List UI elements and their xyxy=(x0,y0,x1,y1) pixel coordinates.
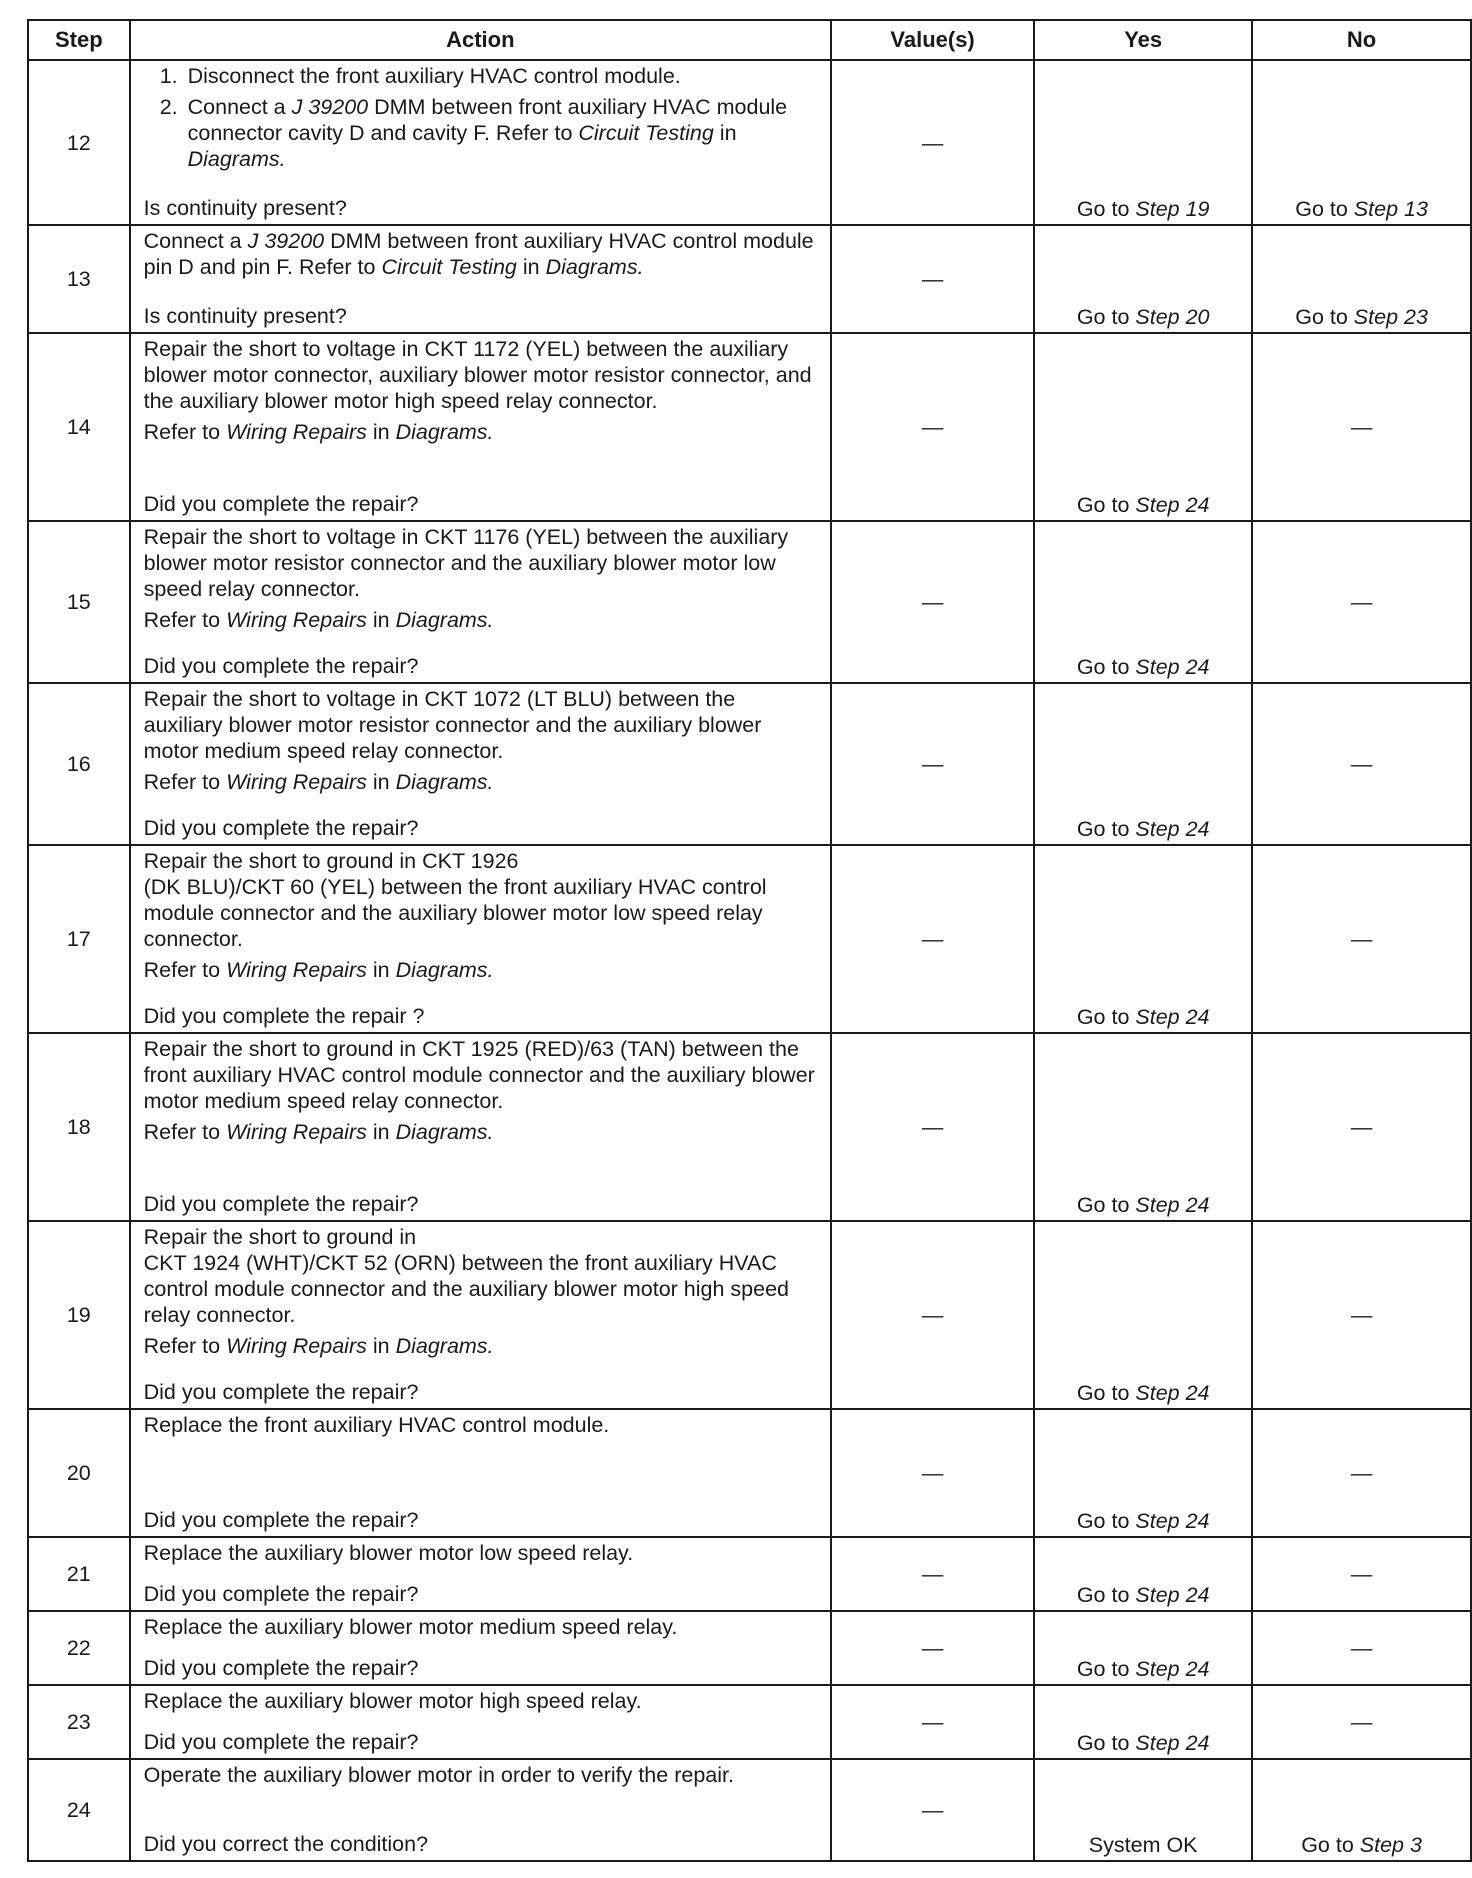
no-cell: — xyxy=(1252,1537,1471,1611)
refer-text: Refer to Wiring Repairs in Diagrams. xyxy=(143,770,494,794)
header-step: Step xyxy=(28,20,130,60)
step-link: Step 24 xyxy=(1135,1731,1210,1755)
action-cell xyxy=(130,1221,831,1409)
action-text: Operate the auxiliary blower motor in order to verify the repair. xyxy=(143,1763,734,1787)
no-cell: — xyxy=(1252,1033,1471,1221)
question-text: Did you complete the repair? xyxy=(143,1656,419,1680)
value-cell: — xyxy=(831,1537,1034,1611)
question-text: Did you correct the condition? xyxy=(143,1832,429,1856)
step-number: 20 xyxy=(28,1409,130,1537)
action-text: Repair the short to ground in CKT 1924 (WHT)/CKT 52 (ORN) between the front auxiliary HVAC control module connector and the auxiliary blower motor high speed relay connector. xyxy=(143,1225,789,1327)
yes-cell: Go to Step 24 xyxy=(1034,1033,1252,1221)
action-cell xyxy=(130,1033,831,1221)
value-cell: — xyxy=(831,1759,1034,1861)
yes-cell: Go to Step 24 xyxy=(1034,333,1252,521)
step-number: 24 xyxy=(28,1759,130,1861)
step-number: 15 xyxy=(28,521,130,683)
list-text: Connect a J 39200 DMM between front auxiliary HVAC module connector cavity D and cavity F. Refer to Circuit Testing in Diagrams. xyxy=(187,95,788,171)
action-text: Replace the auxiliary blower motor high speed relay. xyxy=(143,1689,642,1713)
action-cell xyxy=(130,1537,831,1611)
question-text: Did you complete the repair? xyxy=(143,1508,419,1532)
link-diagrams: Diagrams. xyxy=(187,147,286,171)
action-cell xyxy=(130,1685,831,1759)
step-link: Step 24 xyxy=(1135,1381,1210,1405)
question-text: Did you complete the repair? xyxy=(143,492,419,516)
table-row xyxy=(28,1537,1471,1611)
yes-cell: Go to Step 19 xyxy=(1034,60,1252,225)
value-cell: — xyxy=(831,521,1034,683)
step-number: 16 xyxy=(28,683,130,845)
table-row xyxy=(28,1611,1471,1685)
step-number: 21 xyxy=(28,1537,130,1611)
question-text: Is continuity present? xyxy=(143,196,347,220)
header-yes: Yes xyxy=(1034,20,1252,60)
no-cell: — xyxy=(1252,1685,1471,1759)
step-link: Step 13 xyxy=(1353,197,1428,221)
value-cell: — xyxy=(831,1409,1034,1537)
refer-text: Refer to Wiring Repairs in Diagrams. xyxy=(143,1334,494,1358)
link-circuit-testing: Circuit Testing xyxy=(578,121,714,145)
table-row xyxy=(28,521,1471,683)
table-row xyxy=(28,1409,1471,1537)
step-link: Step 24 xyxy=(1135,1583,1210,1607)
action-cell xyxy=(130,845,831,1033)
action-cell xyxy=(130,225,831,333)
step-link: Step 20 xyxy=(1135,305,1210,329)
step-number: 14 xyxy=(28,333,130,521)
header-no: No xyxy=(1252,20,1471,60)
link-diagrams: Diagrams. xyxy=(395,608,494,632)
step-number: 17 xyxy=(28,845,130,1033)
value-cell: — xyxy=(831,60,1034,225)
table-row xyxy=(28,845,1471,1033)
tool-reference: J 39200 xyxy=(247,229,325,253)
action-text: Repair the short to voltage in CKT 1176 (YEL) between the auxiliary blower motor resistor connector and the auxiliary blower motor low speed relay connector. xyxy=(143,525,789,601)
question-text: Did you complete the repair? xyxy=(143,1730,419,1754)
action-cell xyxy=(130,333,831,521)
value-cell: — xyxy=(831,1685,1034,1759)
refer-text: Refer to Wiring Repairs in Diagrams. xyxy=(143,1120,494,1144)
header-action: Action xyxy=(130,20,831,60)
yes-cell: Go to Step 24 xyxy=(1034,1409,1252,1537)
step-number: 19 xyxy=(28,1221,130,1409)
action-cell xyxy=(130,1611,831,1685)
no-cell: — xyxy=(1252,845,1471,1033)
yes-cell: Go to Step 24 xyxy=(1034,521,1252,683)
action-cell xyxy=(130,60,831,225)
action-text: Connect a J 39200 DMM between front auxiliary HVAC control module pin D and pin F. Refer to Circuit Testing in Diagrams. xyxy=(143,229,814,279)
step-number: 12 xyxy=(28,60,130,225)
list-number: 2. xyxy=(159,95,178,119)
header-row xyxy=(28,20,1471,60)
value-cell: — xyxy=(831,333,1034,521)
link-diagrams: Diagrams. xyxy=(395,770,494,794)
action-cell xyxy=(130,1759,831,1861)
step-link: Step 24 xyxy=(1135,1509,1210,1533)
question-text: Did you complete the repair ? xyxy=(143,1004,425,1028)
refer-text: Refer to Wiring Repairs in Diagrams. xyxy=(143,420,494,444)
action-text: Replace the front auxiliary HVAC control module. xyxy=(143,1413,610,1437)
header-values: Value(s) xyxy=(831,20,1034,60)
action-text: Replace the auxiliary blower motor low speed relay. xyxy=(143,1541,634,1565)
table-row xyxy=(28,333,1471,521)
no-cell: Go to Step 13 xyxy=(1252,60,1471,225)
step-number: 13 xyxy=(28,225,130,333)
action-text: Repair the short to ground in CKT 1925 (RED)/63 (TAN) between the front auxiliary HVAC control module connector and the auxiliary blower motor medium speed relay connector. xyxy=(143,1037,815,1113)
question-text: Did you complete the repair? xyxy=(143,1582,419,1606)
step-link: Step 24 xyxy=(1135,493,1210,517)
link-diagrams: Diagrams. xyxy=(545,255,644,279)
step-link: Step 24 xyxy=(1135,1193,1210,1217)
link-diagrams: Diagrams. xyxy=(395,420,494,444)
value-cell: — xyxy=(831,845,1034,1033)
table-row xyxy=(28,1033,1471,1221)
no-cell: Go to Step 23 xyxy=(1252,225,1471,333)
refer-text: Refer to Wiring Repairs in Diagrams. xyxy=(143,608,494,632)
action-text: Repair the short to ground in CKT 1926 (DK BLU)/CKT 60 (YEL) between the front auxiliary HVAC control module connector and the auxiliary blower motor low speed relay connector. xyxy=(143,849,767,951)
no-cell: — xyxy=(1252,333,1471,521)
yes-cell: Go to Step 24 xyxy=(1034,845,1252,1033)
refer-text: Refer to Wiring Repairs in Diagrams. xyxy=(143,958,494,982)
link-wiring-repairs: Wiring Repairs xyxy=(226,1120,367,1144)
action-cell xyxy=(130,521,831,683)
step-link: Step 24 xyxy=(1135,817,1210,841)
step-link: Step 3 xyxy=(1359,1833,1422,1857)
table-row xyxy=(28,1221,1471,1409)
list-item xyxy=(144,94,818,172)
value-cell: — xyxy=(831,1033,1034,1221)
numbered-list xyxy=(144,63,818,172)
step-link: Step 24 xyxy=(1135,655,1210,679)
yes-cell: System OK xyxy=(1034,1759,1252,1861)
action-cell xyxy=(130,683,831,845)
question-text: Did you complete the repair? xyxy=(143,1380,419,1404)
list-item xyxy=(144,63,818,89)
link-wiring-repairs: Wiring Repairs xyxy=(226,770,367,794)
no-cell: — xyxy=(1252,1611,1471,1685)
value-cell: — xyxy=(831,1221,1034,1409)
step-link: Step 23 xyxy=(1353,305,1428,329)
no-cell: Go to Step 3 xyxy=(1252,1759,1471,1861)
link-wiring-repairs: Wiring Repairs xyxy=(226,958,367,982)
yes-cell: Go to Step 24 xyxy=(1034,1537,1252,1611)
no-cell: — xyxy=(1252,1409,1471,1537)
step-link: Step 24 xyxy=(1135,1005,1210,1029)
value-cell: — xyxy=(831,1611,1034,1685)
yes-cell: Go to Step 24 xyxy=(1034,1685,1252,1759)
table-row xyxy=(28,60,1471,225)
no-cell: — xyxy=(1252,683,1471,845)
no-cell: — xyxy=(1252,1221,1471,1409)
step-link: Step 24 xyxy=(1135,1657,1210,1681)
question-text: Did you complete the repair? xyxy=(143,816,419,840)
table-row xyxy=(28,683,1471,845)
question-text: Is continuity present? xyxy=(143,304,347,328)
step-number: 22 xyxy=(28,1611,130,1685)
list-text: Disconnect the front auxiliary HVAC control module. xyxy=(187,64,681,88)
no-cell: — xyxy=(1252,521,1471,683)
yes-cell: Go to Step 20 xyxy=(1034,225,1252,333)
link-wiring-repairs: Wiring Repairs xyxy=(226,608,367,632)
table-row xyxy=(28,225,1471,333)
link-diagrams: Diagrams. xyxy=(395,1334,494,1358)
question-text: Did you complete the repair? xyxy=(143,1192,419,1216)
link-wiring-repairs: Wiring Repairs xyxy=(226,1334,367,1358)
action-text: Replace the auxiliary blower motor medium speed relay. xyxy=(143,1615,678,1639)
value-cell: — xyxy=(831,683,1034,845)
step-number: 18 xyxy=(28,1033,130,1221)
diagnostic-table xyxy=(27,19,1472,1862)
yes-cell: Go to Step 24 xyxy=(1034,683,1252,845)
value-cell: — xyxy=(831,225,1034,333)
step-number: 23 xyxy=(28,1685,130,1759)
step-link: Step 19 xyxy=(1135,197,1210,221)
tool-reference: J 39200 xyxy=(291,95,369,119)
question-text: Did you complete the repair? xyxy=(143,654,419,678)
link-diagrams: Diagrams. xyxy=(395,1120,494,1144)
action-text: Repair the short to voltage in CKT 1072 (LT BLU) between the auxiliary blower motor resistor connector and the auxiliary blower motor medium speed relay connector. xyxy=(143,687,762,763)
list-number: 1. xyxy=(159,64,178,88)
link-diagrams: Diagrams. xyxy=(395,958,494,982)
link-wiring-repairs: Wiring Repairs xyxy=(226,420,367,444)
yes-cell: Go to Step 24 xyxy=(1034,1611,1252,1685)
table-row xyxy=(28,1759,1471,1861)
action-cell xyxy=(130,1409,831,1537)
action-text: Repair the short to voltage in CKT 1172 (YEL) between the auxiliary blower motor connector, auxiliary blower motor resistor connector, and the auxiliary blower motor high speed relay connector. xyxy=(143,337,812,413)
link-circuit-testing: Circuit Testing xyxy=(381,255,517,279)
yes-cell: Go to Step 24 xyxy=(1034,1221,1252,1409)
table-row xyxy=(28,1685,1471,1759)
